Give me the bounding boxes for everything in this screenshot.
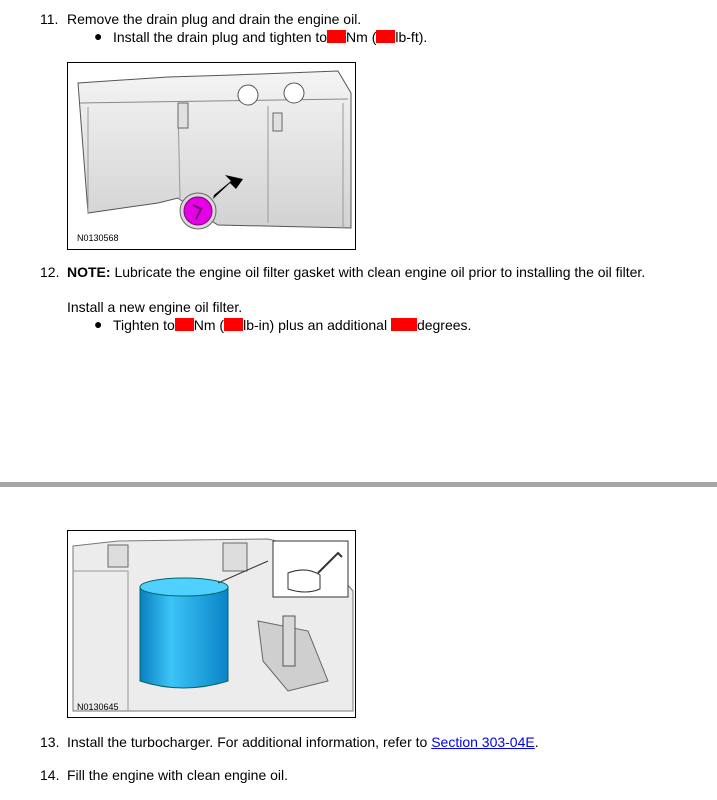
redaction-box [376, 30, 395, 43]
figure-label: N0130568 [77, 233, 119, 243]
oil-filter-highlight [140, 581, 228, 688]
step-12-number: 12. [40, 264, 60, 280]
drain-plug-highlight [184, 197, 212, 225]
redaction-box [224, 318, 243, 331]
step-13-number: 13. [40, 734, 60, 750]
bullet-icon: ● [94, 28, 103, 44]
redaction-box [175, 318, 194, 331]
step-11-text: Remove the drain plug and drain the engine oil. [67, 11, 362, 27]
bullet-icon: ● [94, 316, 103, 332]
oil-pan-illustration [68, 63, 355, 249]
step-12-bullet: Tighten to Nm ( lb-in) plus an additional degrees. [113, 317, 472, 333]
redaction-box [391, 318, 417, 331]
oil-filter-illustration [68, 531, 355, 717]
redaction-box [327, 30, 346, 43]
step-13-text: Install the turbocharger. For additional information, refer to Section 303-04E. [67, 734, 539, 750]
step-12-instruction: Install a new engine oil filter. [67, 299, 243, 315]
section-link[interactable]: Section 303-04E [431, 734, 535, 750]
step-12-note: NOTE: Lubricate the engine oil filter gasket with clean engine oil prior to installing the oil filter. [67, 264, 646, 280]
figure-label: N0130645 [77, 702, 119, 712]
step-14-number: 14. [40, 767, 60, 783]
step-11-bullet: Install the drain plug and tighten to Nm ( lb-ft). [113, 29, 428, 45]
page-divider [0, 482, 717, 487]
figure-drain-plug [67, 62, 356, 250]
step-14-text: Fill the engine with clean engine oil. [67, 767, 289, 783]
figure-oil-filter [67, 530, 356, 718]
step-11-number: 11. [40, 11, 59, 27]
